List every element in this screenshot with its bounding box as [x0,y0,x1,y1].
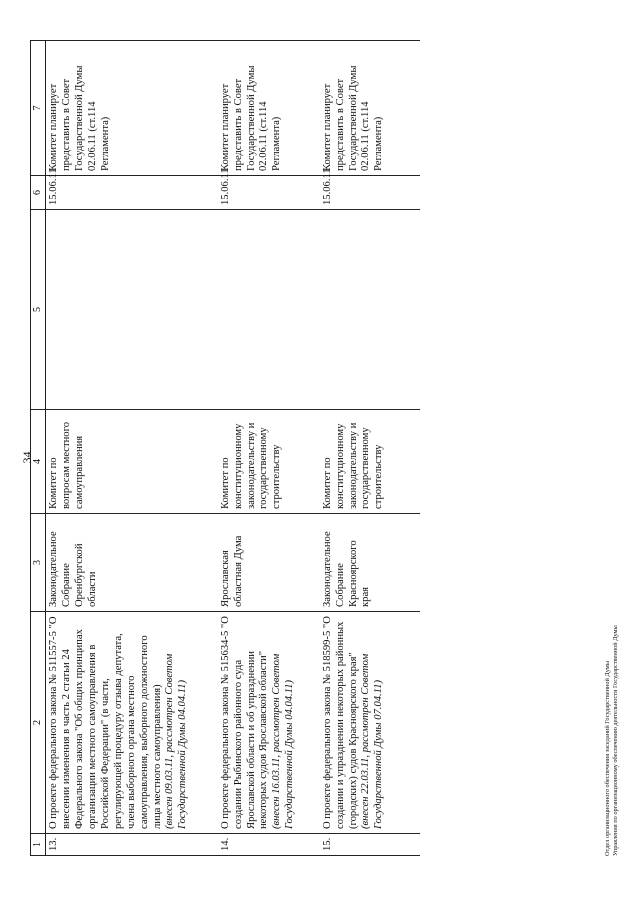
column-header: 7 [31,41,46,176]
initiator: Законодательное Собрание Красноярского края [320,514,420,612]
column-5-cell [320,210,420,410]
bills-table [30,40,420,856]
bill-description [320,612,420,834]
bill-note: (внесен 16.03.11, рассмотрен Советом Государственной Думы 04.04.11) [271,653,296,829]
column-header: 1 [31,834,46,856]
plan-note: Комитет планирует представить в Совет Государственной Думы 02.06.11 (ст.114 Регламента) [218,41,320,176]
column-header: 2 [31,612,46,834]
initiator: Ярославская областная Дума [218,514,320,612]
page-number: 34 [20,451,34,464]
table-row [46,41,218,856]
initiator: Законодательное Собрание Оренбургской области [46,514,218,612]
bill-description [218,612,320,834]
bill-title: О проекте федерального закона № 515634-5 "О создании Рыбинского районного суда Ярославской области и об упразднении некоторых судов Ярославской области" [219,616,270,829]
rotated-sheet [0,35,640,880]
row-number: 14. [218,834,320,856]
plan-note: Комитет планирует представить в Совет Государственной Думы 02.06.11 (ст.114 Регламента) [320,41,420,176]
column-5-cell [46,210,218,410]
column-header: 4 [31,410,46,514]
plan-note: Комитет планирует представить в Совет Государственной Думы 02.06.11 (ст.114 Регламента) [46,41,218,176]
responsible-committee: Комитет по конституционному законодательству и государственному строительству [218,410,320,514]
footer [604,625,620,856]
responsible-committee: Комитет по конституционному законодательству и государственному строительству [320,410,420,514]
column-header: 3 [31,514,46,612]
bill-note: (внесен 22.03.11, рассмотрен Советом Государственной Думы 07.04.11) [360,653,385,829]
column-number-row [31,41,46,856]
footer-line: Отдел организационного обеспечения заседаний Государственной Думы [604,661,611,856]
responsible-committee: Комитет по вопросам местного самоуправления [46,410,218,514]
footer-line: Управления по организационному обеспечению деятельности Государственной Думы [612,625,620,856]
column-5-cell [218,210,320,410]
table-row [218,41,320,856]
column-header: 5 [31,210,46,410]
deadline-date: 15.06.11 [46,176,218,210]
row-number: 15. [320,834,420,856]
deadline-date: 15.06.11 [218,176,320,210]
table-row [320,41,420,856]
bill-description [46,612,218,834]
bill-title: О проекте федерального закона № 511557-5 "О внесении изменения в часть 2 статьи 24 Федерального закона "Об общих принципах организации местного самоуправления в Российской Федерации" (в части, регулирующей процедуру отзыва депутата, члена выборного органа местного самоуправления, выборного должностного лица местного самоуправления) [48,616,163,829]
deadline-date: 15.06.11 [320,176,420,210]
column-header: 6 [31,176,46,210]
bill-note: (внесен 09.03.11, рассмотрен Советом Государственной Думы 04.04.11) [164,653,189,829]
row-number: 13. [46,834,218,856]
bill-title: О проекте федерального закона № 518599-5 "О создании и упразднении некоторых районных (городских) судов Красноярского края" [321,616,359,829]
